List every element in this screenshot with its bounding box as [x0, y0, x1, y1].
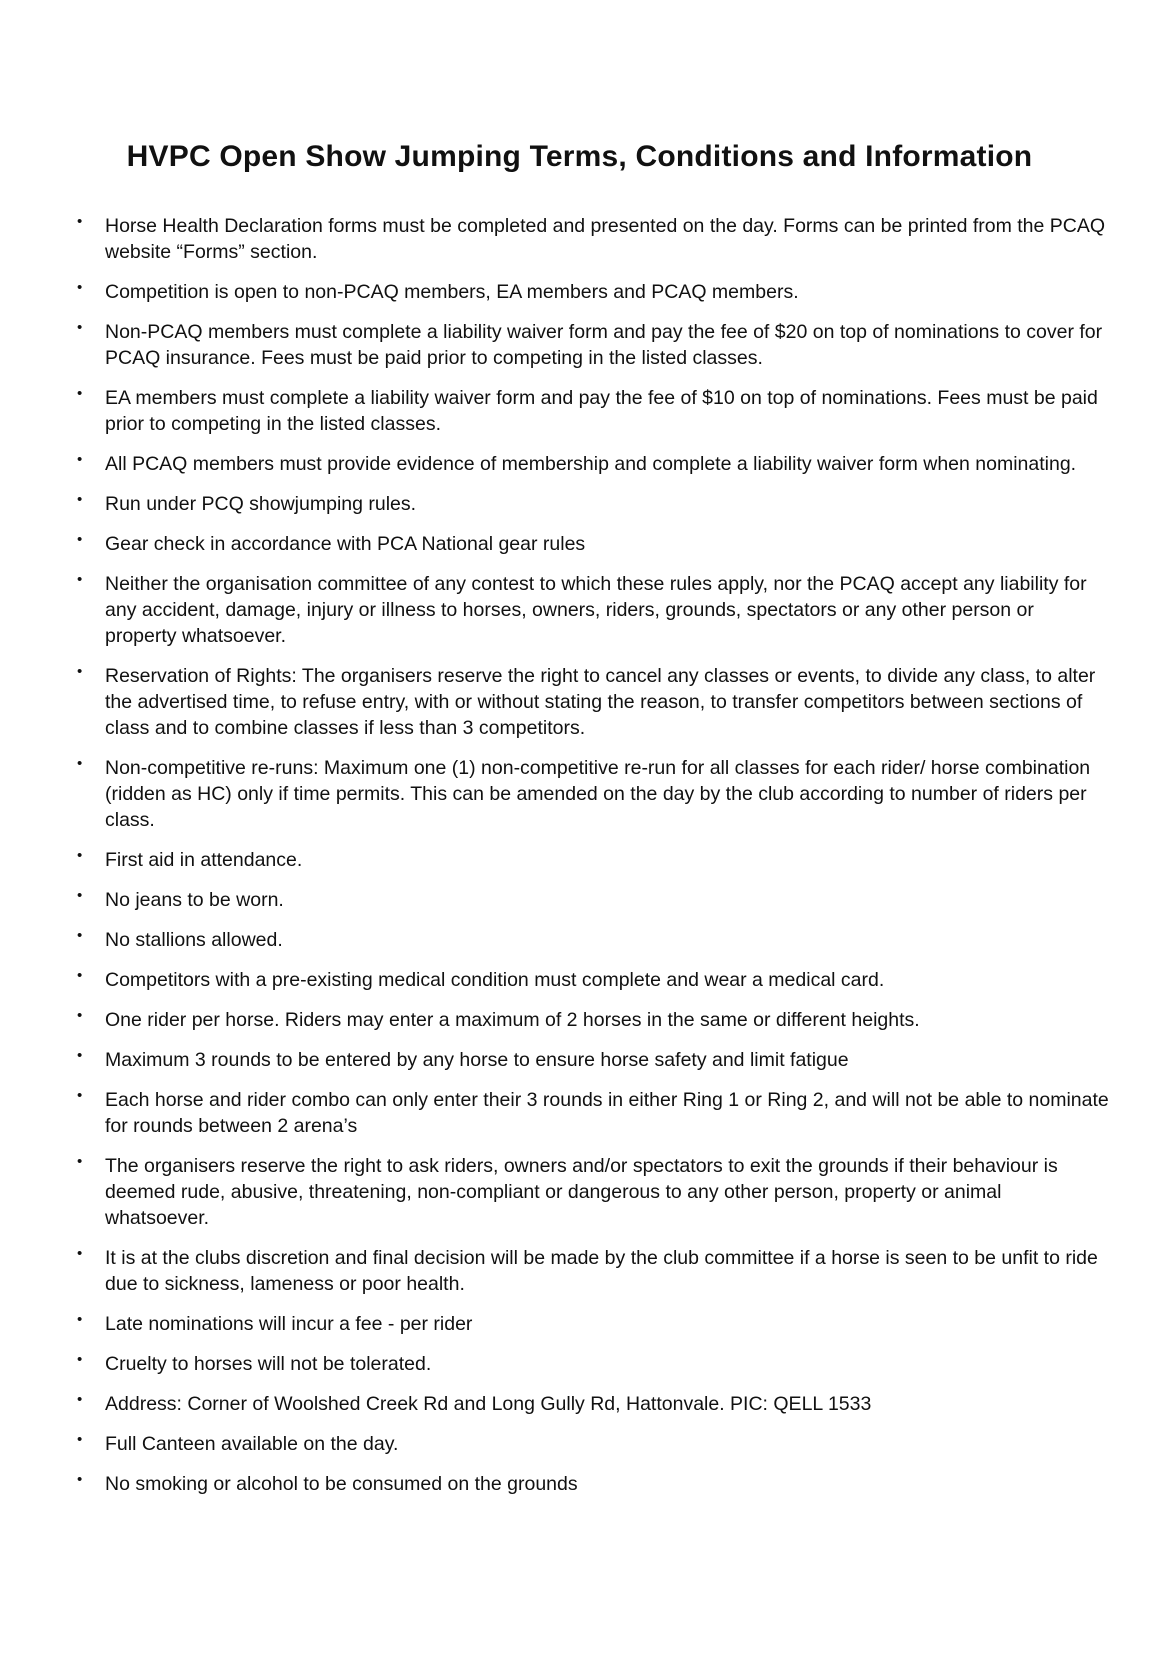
- list-item: • It is at the clubs discretion and final decision will be made by the club committee if a horse is seen to be unfit to ride due to sickness, lameness or poor health.: [105, 1245, 1110, 1297]
- list-item: • All PCAQ members must provide evidence of membership and complete a liability waiver form when nominating.: [105, 451, 1110, 477]
- list-item: • Non-competitive re-runs: Maximum one (1) non-competitive re-run for all classes for each rider/ horse combination (ridden as HC) only if time permits. This can be amended on the day by the club according to number of riders per class.: [105, 755, 1110, 833]
- list-item: • No stallions allowed.: [105, 927, 1110, 953]
- list-item: • Reservation of Rights: The organisers reserve the right to cancel any classes or events, to divide any class, to alter the advertised time, to refuse entry, with or without stating the reason, to transfer competitors between sections of class and to combine classes if less than 3 competitors.: [105, 663, 1110, 741]
- list-item: • No jeans to be worn.: [105, 887, 1110, 913]
- list-item: • Competition is open to non-PCAQ members, EA members and PCAQ members.: [105, 279, 1110, 305]
- list-item: • Horse Health Declaration forms must be completed and presented on the day. Forms can be printed from the PCAQ website “Forms” section.: [105, 213, 1110, 265]
- list-item: • Competitors with a pre-existing medical condition must complete and wear a medical card.: [105, 967, 1110, 993]
- list-item: • Neither the organisation committee of any contest to which these rules apply, nor the PCAQ accept any liability for any accident, damage, injury or illness to horses, owners, riders, grounds, spectators or any other person or property whatsoever.: [105, 571, 1110, 649]
- list-item: • Cruelty to horses will not be tolerated.: [105, 1351, 1110, 1377]
- list-item: • Run under PCQ showjumping rules.: [105, 491, 1110, 517]
- list-item: • Address: Corner of Woolshed Creek Rd and Long Gully Rd, Hattonvale. PIC: QELL 1533: [105, 1391, 1110, 1417]
- list-item: • Maximum 3 rounds to be entered by any horse to ensure horse safety and limit fatigue: [105, 1047, 1110, 1073]
- list-item: • No smoking or alcohol to be consumed on the grounds: [105, 1471, 1110, 1497]
- list-item: • One rider per horse. Riders may enter a maximum of 2 horses in the same or different heights.: [105, 1007, 1110, 1033]
- page-title: HVPC Open Show Jumping Terms, Conditions and Information: [126, 140, 1033, 173]
- list-item: • The organisers reserve the right to ask riders, owners and/or spectators to exit the grounds if their behaviour is deemed rude, abusive, threatening, non-compliant or dangerous to any other person, property or animal whatsoever.: [105, 1153, 1110, 1231]
- list-item: • Gear check in accordance with PCA National gear rules: [105, 531, 1110, 557]
- list-item: • Late nominations will incur a fee - per rider: [105, 1311, 1110, 1337]
- terms-list: [105, 213, 1110, 1497]
- list-item: • Each horse and rider combo can only enter their 3 rounds in either Ring 1 or Ring 2, and will not be able to nominate for rounds between 2 arena’s: [105, 1087, 1110, 1139]
- list-item: • First aid in attendance.: [105, 847, 1110, 873]
- list-item: • EA members must complete a liability waiver form and pay the fee of $10 on top of nominations. Fees must be paid prior to competing in the listed classes.: [105, 385, 1110, 437]
- list-item: • Non-PCAQ members must complete a liability waiver form and pay the fee of $20 on top of nominations to cover for PCAQ insurance. Fees must be paid prior to competing in the listed classes.: [105, 319, 1110, 371]
- list-item: • Full Canteen available on the day.: [105, 1431, 1110, 1457]
